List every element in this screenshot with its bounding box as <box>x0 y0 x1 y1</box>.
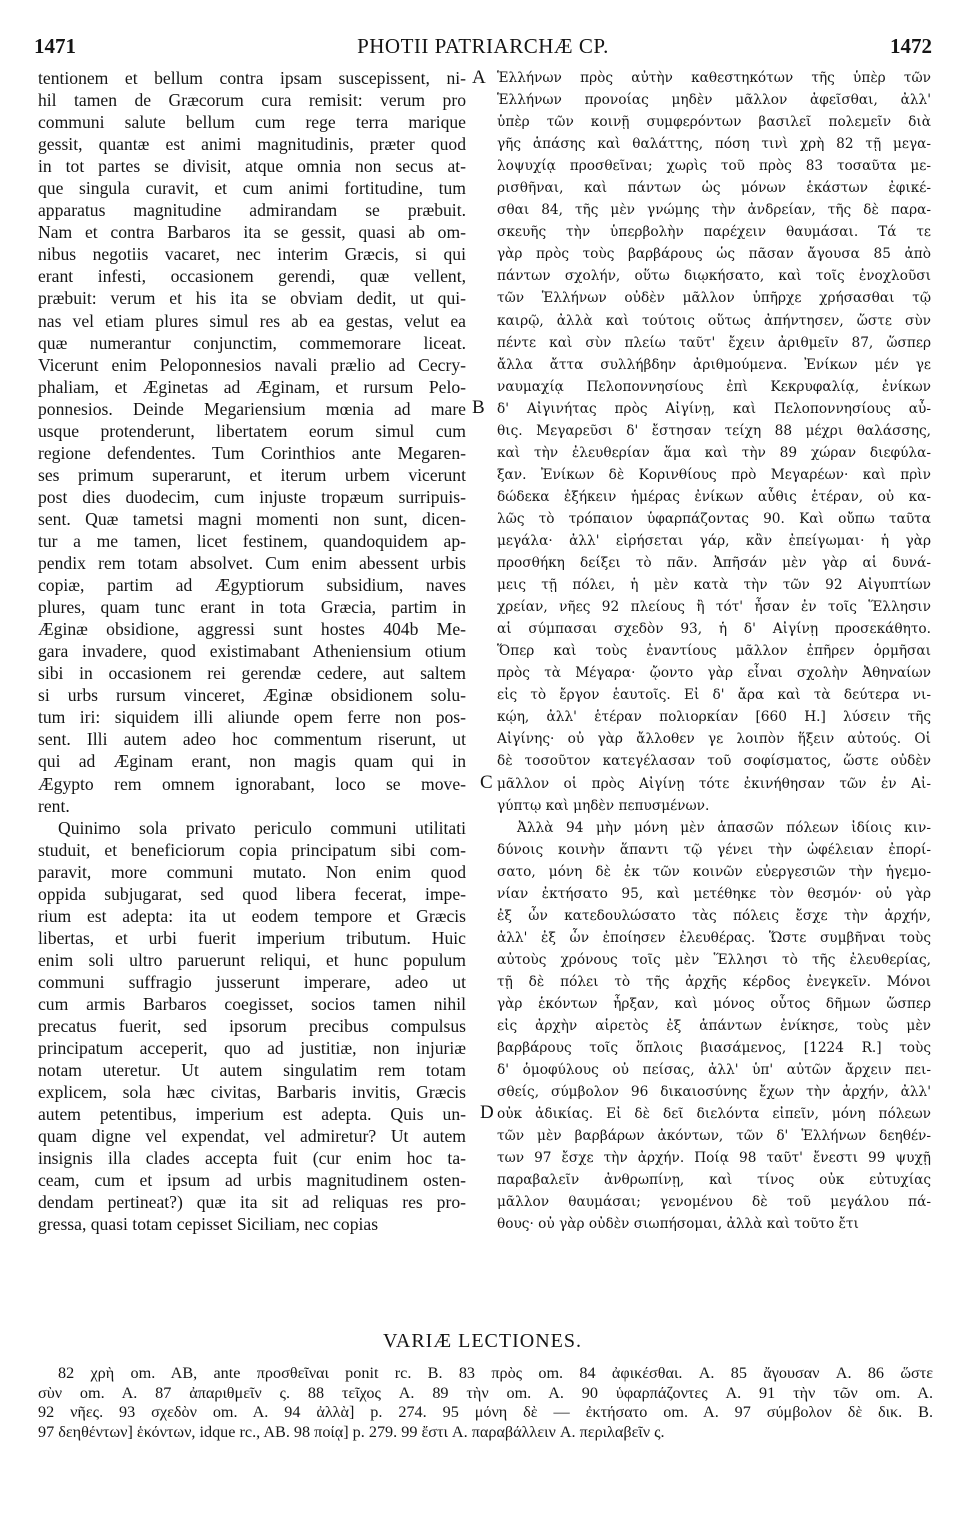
latin-text-line: Ægypto rem omnem ignorabant, loco se move- <box>38 773 466 794</box>
margin-letter-b: B <box>472 397 485 418</box>
page-number-left: 1471 <box>34 34 76 58</box>
greek-text-line: γύπτῳ καὶ μηδὲν πεπυσμένων. <box>497 797 710 814</box>
greek-text-line: τῶν Ἑλλήνων οὐδὲν μᾶλλον ὑπῆρχε χρήσασθαι τῷ <box>497 290 931 307</box>
greek-text-line: πέντε καὶ σὺν πλείω ταῦτ' ἔχειν ἀριθμεῖν 87, ὥσπερ <box>497 334 931 351</box>
greek-text-line: σθαι 84, τῆς μὲν γνώμης τὴν ἀνδρείαν, τῆς δὲ παρα- <box>497 202 931 219</box>
margin-letter-c: C <box>480 772 493 793</box>
latin-text-line: tum iri: siquidem illi aliunde opem ferre non pos- <box>38 707 466 728</box>
greek-text-line: ξαν. Ἐνίκων δὲ Κορινθίους πρὸ Μεγαρέων· καὶ πρὶν <box>497 466 931 483</box>
greek-text-line: παραβαλεῖν ἀνθρωπίνῃ, καὶ τίνος οὐκ εὐτυχίας <box>497 1172 931 1189</box>
latin-text-line: dendam pertineat?) quæ ita sit ad reliquas res pro- <box>38 1192 466 1213</box>
greek-text-line: Ἑλλήνων πρὸς αὐτὴν καθεστηκότων τῆς ὑπὲρ τῶν <box>497 70 931 86</box>
latin-text-line: tentionem et bellum contra ipsam suscepissent, ni- <box>38 68 466 88</box>
latin-text-line: oppida subjugarat, sed quod libera fecerat, impe- <box>38 883 466 904</box>
latin-text-line: Vicerunt enim Peloponnesios navali prælio ad Cecry- <box>38 354 466 375</box>
greek-text-line: δώδεκα ἐξήκειν ἡμέρας ἐνίκων αὖθις ἑτέραν, οὐ κα- <box>497 488 931 505</box>
greek-text-line: σθείς, σύμβολον 96 δικαιοσύνης ἔχων τὴν ἀρχήν, ἀλλ' <box>497 1084 931 1101</box>
latin-text-line: apparatus magnitudine admirandam se præbuit. <box>38 200 466 221</box>
running-head <box>34 34 932 64</box>
latin-text-line: ceam, cum et ipsum ad urbis magnitudinem osten- <box>38 1170 466 1191</box>
greek-text-line: μᾶλλον θαυμάσαι; γενομένου δὲ τοῦ μεγάλου πά- <box>497 1194 931 1211</box>
greek-text-line: σκευῆς τὴν ὑπερβολὴν παρέχειν θαυμάσαι. Τά τε <box>497 224 931 241</box>
latin-column <box>38 67 466 1235</box>
greek-text-line: γῆς ἁπάσης καὶ θαλάττης, πόση τινὶ χρὴ 82 τῇ μεγα- <box>497 136 931 153</box>
greek-text-line: δὲ τοσοῦτον κατεγέλασαν τοῦ σοφίσματος, ὥστε οὐδὲν <box>497 753 931 770</box>
latin-text-line: præbuit: verum et his ita se obviam dedit, ut qui- <box>38 288 466 309</box>
latin-text-line: enim soli ultro paruerunt reliqui, et hunc populum <box>38 949 466 970</box>
latin-text-line: gessit, quantæ est animi magnitudinis, præter quod <box>38 134 466 155</box>
greek-text-line: ἄλλα ἄττα συλλήβδην ἀριθμούμενα. Ἐνίκων μέν γε <box>497 356 931 373</box>
greek-text-line: αὐτοὺς χρόνους τοῖς μὲν Ἕλλησι τὸ τῆς ἐλευθερίας, <box>497 951 931 968</box>
latin-text-line: sent. Illi autem adeo hoc commentum riserunt, ut <box>38 729 466 750</box>
greek-text-line: μεγάλα· ἀλλ' εἰρήσεται γάρ, κἂν ἐπείγωμαι· ἡ γὰρ <box>497 532 931 549</box>
latin-text-line: precatus fuerit, sed ipsorum precibus compulsus <box>38 1016 466 1037</box>
greek-text-line: δύνοις κοινὴν ἅπαντι τῷ γένει τὴν ὠφέλειαν ἐπορί- <box>497 841 931 858</box>
latin-text-line: qui ad Æginam erant, non magis quam qui in <box>38 751 466 772</box>
greek-text-line: πάντων σχολήν, οὕτω διῳκήσατο, καὶ τοῖς ἐνοχλοῦσι <box>497 268 931 285</box>
latin-text-line: phaliam, et Æginetas ad Æginam, et rursum Pelo- <box>38 376 466 397</box>
latin-text-line: si urbs rursum vinceret, Æginæ obsidionem solu- <box>38 685 466 706</box>
running-title: PHOTII PATRIARCHÆ CP. <box>357 34 609 58</box>
latin-text-line: plures, quam tunc erant in tota Græcia, partim in <box>38 597 466 618</box>
page-number-right: 1472 <box>890 34 932 58</box>
latin-text-line: communi salute bellum cum rege terra marique <box>38 112 466 133</box>
latin-text-line: hil tamen de Græcorum cura remisit: verum pro <box>38 90 466 111</box>
greek-text-line: χρείαν, νῆες 92 πλείους ἢ τότ' ἦσαν ἐν τοῖς Ἕλλησιν <box>497 599 931 616</box>
greek-text-line: προσθήκη δείξει τὸ πᾶν. Ἀπῆσάν μὲν γὰρ αἱ δυνά- <box>497 555 931 572</box>
latin-text-line: notam uteretur. Ut autem singulatim rem totam <box>38 1060 466 1081</box>
latin-text-line: que singula curavit, et cum animi fortitudine, tum <box>38 178 466 199</box>
greek-text-line: γὰρ πρὸς τοὺς βαρβάρους ὡς πᾶσαν ἄγουσα 85 ἀπὸ <box>497 246 931 263</box>
latin-text-line: sibi in occasionem rei gerendæ cedere, aut saltem <box>38 663 466 684</box>
latin-text-line: Quinimo sola privato periculo communi utilitati <box>58 817 466 838</box>
latin-text-line: autem petentibus, imperium est adepta. Quis un- <box>38 1104 466 1125</box>
greek-text-line: καιρῷ, ἀλλὰ καὶ τούτοις οὕτως ἀπήντησεν, ὥστε σὺν <box>497 312 931 329</box>
greek-text-line: βαρβάρους τοῖς ὅπλοις βιασάμενος, [1224 R.] τοὺς <box>497 1040 931 1057</box>
margin-letter-a: A <box>472 67 486 88</box>
greek-text-line: καὶ τὴν ἐλευθερίαν ἅμα καὶ τὴν 89 χώραν διεφύλα- <box>497 444 931 461</box>
greek-text-line: θις. Μεγαρεῦσι δ' ἔστησαν τείχη 88 μέχρι θαλάσσης, <box>497 422 931 439</box>
latin-text-line: sent. Quæ tametsi magni momenti non sunt, dicen- <box>38 508 466 529</box>
variant-reading-line: σὺν om. A. 87 ἀπαριθμεῖν ς. 88 τεῖχος A. 89 τὴν om. A. 90 ὑφαρπάζοντες A. 91 τὴν τῶν om. A. <box>38 1383 933 1402</box>
latin-text-line: Æginæ obsidione, aggressi sunt hostes 404b Me- <box>38 619 466 640</box>
greek-text-line: γὰρ ἑκόντων ἦρξαν, καὶ μόνος οὗτος δῆμων ὥσπερ <box>497 995 931 1012</box>
greek-text-line: οὐκ ἀδικίας. Εἰ δὲ δεῖ διελόντα εἰπεῖν, μόνη πόλεων <box>497 1106 931 1123</box>
latin-text-line: libertas, et urbi fuerit imperium tributum. Huic <box>38 927 466 948</box>
latin-text-line: erant infesti, occasionem gerendi, quæ vellent, <box>38 266 466 287</box>
latin-text-line: tur a me tamen, licet festinem, quandoquidem ap- <box>38 530 466 551</box>
latin-text-line: studuit, et beneficiorum copia principatum sibi com- <box>38 839 466 860</box>
latin-text-line: gressa, quasi totam cepisset Siciliam, nec copias <box>38 1214 379 1235</box>
latin-text-line: paravit, more communi mutato. Non enim quod <box>38 861 466 882</box>
latin-text-line: in tot partes se divisit, atque omnia non secus at- <box>38 156 466 177</box>
greek-text-line: σατο, μόνη δὲ ἐκ τῶν κοινῶν εὐεργεσιῶν τὴν ἡγεμο- <box>497 863 931 880</box>
greek-text-line: ἀλλ' ἐξ ὧν ἐποίησεν ἐλευθέρας. Ὥστε συμβῆναι τοὺς <box>497 929 931 946</box>
greek-text-line: θους· οὐ γὰρ οὐδὲν σιωπήσομαι, ἀλλὰ καὶ τοῦτο ἔτι <box>497 1216 859 1233</box>
latin-text-line: ponnesios. Deinde Megariensium mœnia ad mare <box>38 398 466 419</box>
latin-text-line: insignis illa clades accepta fuit (cur enim hoc ta- <box>38 1148 466 1169</box>
greek-text-line: τῇ δὲ πόλει τὸ τῆς ἀρχῆς κέρδος ἐνεγκεῖν. Μόνοι <box>497 973 931 990</box>
margin-letter-d: D <box>480 1102 494 1123</box>
greek-column <box>497 67 931 1235</box>
greek-text-line: δ' ὁμοφύλους οὐ πείσας, ἀλλ' ὑπ' αὐτῶν ἄρχειν πει- <box>497 1062 931 1079</box>
greek-text-line: νίαν ἐκτήσατο 95, καὶ μετέθηκε τὸν θεσμόν· οὐ γὰρ <box>497 885 931 902</box>
latin-text-line: quæ numerantur conjunctim, commemorare liceat. <box>38 332 466 353</box>
greek-text-line: Αἰγίνης· οὐ γὰρ ἄλλοθεν γε λοιπὸν ἥξειν αὐτούς. Οἱ <box>497 731 931 748</box>
latin-text-line: quam digne vel expendat, vel admiretur? Ut autem <box>38 1126 466 1147</box>
greek-text-line: ὑπὲρ τῶν κοινῇ συμφερόντων βασιλεῖ πολεμεῖν διὰ <box>497 114 931 131</box>
greek-text-line: Ὅπερ καὶ τοὺς ἐναντίους μᾶλλον ἐπῆρεν ὁρμῆσαι <box>497 643 931 660</box>
greek-text-line: δ' Αἰγινήτας πρὸς Αἰγίνῃ, καὶ Πελοποννησίους αὖ- <box>497 400 931 417</box>
greek-text-line: ρισθῆναι, καὶ πάντων ὡς μόνων ἑκάστων ἐφικέ- <box>497 180 931 197</box>
latin-text-line: explicem, sola hæc civitas, Barbaris invitis, Græcis <box>38 1082 466 1103</box>
greek-text-line: λοψυχίᾳ προσθεῖναι; χωρὶς τοῦ πρὸς 83 τοσαῦτα με- <box>497 158 931 175</box>
latin-text-line: rium est adepta: ita ut eodem tempore et Græcis <box>38 905 466 926</box>
latin-text-line: regione defendentes. Tum Corinthios ante Megaren- <box>38 442 466 463</box>
greek-text-line: Ἑλλήνων προνοίας μηδὲν μᾶλλον ἀφεῖσθαι, ἀλλ' <box>497 92 931 109</box>
latin-text-line: Nam et contra Barbaros ita se gessit, quasi ab om- <box>38 222 466 243</box>
variae-lectiones-notes <box>38 1364 933 1442</box>
greek-text-line: μᾶλλον οἱ πρὸς Αἰγίνῃ τότε ἐκινήθησαν τῶν ἐν Αἰ- <box>497 775 931 792</box>
latin-text-line: nas vel etiam plures simul res ab ea gestas, velut ea <box>38 310 466 331</box>
greek-text-line: τῶν μὲν βαρβάρων ἀκόντων, τῶν δ' Ἑλλήνων δεηθέν- <box>497 1128 931 1145</box>
latin-text-line: gara invadere, quod existimabant Atheniensium otium <box>38 641 466 662</box>
greek-text-line: εἰς ἀρχὴν αἱρετὸς ἐξ ἁπάντων ἐνίκησε, τοὺς μὲν <box>497 1018 931 1035</box>
greek-text-line: πρὸς τὰ Μέγαρα· ᾤοντο γὰρ εἶναι σχολὴν Ἀθηναίων <box>497 665 931 682</box>
latin-text-line: ses primum superarunt, et iterum urbem vicerunt <box>38 464 466 485</box>
greek-text-line: αἱ σύμπασαι σχεδὸν 93, ἡ δ' Αἰγίνῃ προσεκάθητο. <box>497 621 931 638</box>
greek-text-line: ναυμαχίᾳ Πελοποννησίους ἐπὶ Κεκρυφαλίᾳ, ἐνίκων <box>497 378 931 395</box>
latin-text-line: communi suffragio jusserunt imperare, adeo ut <box>38 971 466 992</box>
latin-text-line: rent. <box>38 795 70 816</box>
greek-text-line: εἰς τὸ ἔργον ἑαυτοῖς. Εἰ δ' ἄρα καὶ τὰ δεύτερα νι- <box>497 687 931 704</box>
greek-text-line: Ἀλλὰ 94 μὴν μόνη μὲν ἁπασῶν πόλεων ἰδίοις κιν- <box>517 819 931 836</box>
latin-text-line: cum armis Barbaros coegisset, socios tamen nihil <box>38 993 466 1014</box>
variant-reading-line: 82 χρὴ om. AB, ante προσθεῖναι ponit rc. B. 83 πρὸς om. 84 ἀφικέσθαι. A. 85 ἄγουσαν A. 86 ὥστε <box>58 1364 934 1382</box>
latin-text-line: nibus negotiis vacaret, nec interim Græcis, si qui <box>38 244 466 265</box>
latin-text-line: copiæ, partim ad Ægyptiorum subsidium, naves <box>38 575 466 596</box>
greek-text-line: μεις τῇ πόλει, ἡ μὲν κατὰ τὴν τῶν 92 Αἰγυπτίων <box>497 577 931 594</box>
latin-text-line: pendix rem totam absolvet. Cum enim abessent urbis <box>38 553 466 574</box>
greek-text-line: λῶς τὸ τρόπαιον ὑφαρπάζοντας 90. Καὶ οὔπω ταῦτα <box>497 510 931 527</box>
greek-text-line: ἐξ ὧν κατεδουλώσατο τὰς πόλεις ἔσχε τὴν ἀρχήν, <box>497 907 931 924</box>
greek-text-line: κῴη, ἀλλ' ἑτέραν πολιορκίαν [660 H.] λύσειν τῆς <box>497 709 931 726</box>
latin-text-line: post dies duodecim, cum injuste tropæum surripuis- <box>38 486 466 507</box>
latin-text-line: usque protenderunt, libertatem eorum simul cum <box>38 420 466 441</box>
latin-text-line: principatum acceperit, quo ad justitiæ, non injuriæ <box>38 1038 466 1059</box>
variant-reading-line: 97 δεηθέντων] ἑκόντων, idque rc., AB. 98 ποίᾳ] p. 279. 99 ἔστι A. παραβάλλειν A. περιλαβεῖν ς. <box>38 1422 665 1441</box>
variant-reading-line: 92 νῆες. 93 σχεδὸν om. A. 94 ἀλλὰ] p. 274. 95 μόνη δὲ — ἐκτήσατο om. A. 97 σύμβολον δὲ δικ. B. <box>38 1403 933 1421</box>
variae-lectiones-title: VARIÆ LECTIONES. <box>383 1330 582 1352</box>
greek-text-line: των 97 ἔσχε τὴν ἀρχήν. Ποίᾳ 98 ταῦτ' ἔνεστι 99 ψυχῇ <box>497 1150 931 1167</box>
